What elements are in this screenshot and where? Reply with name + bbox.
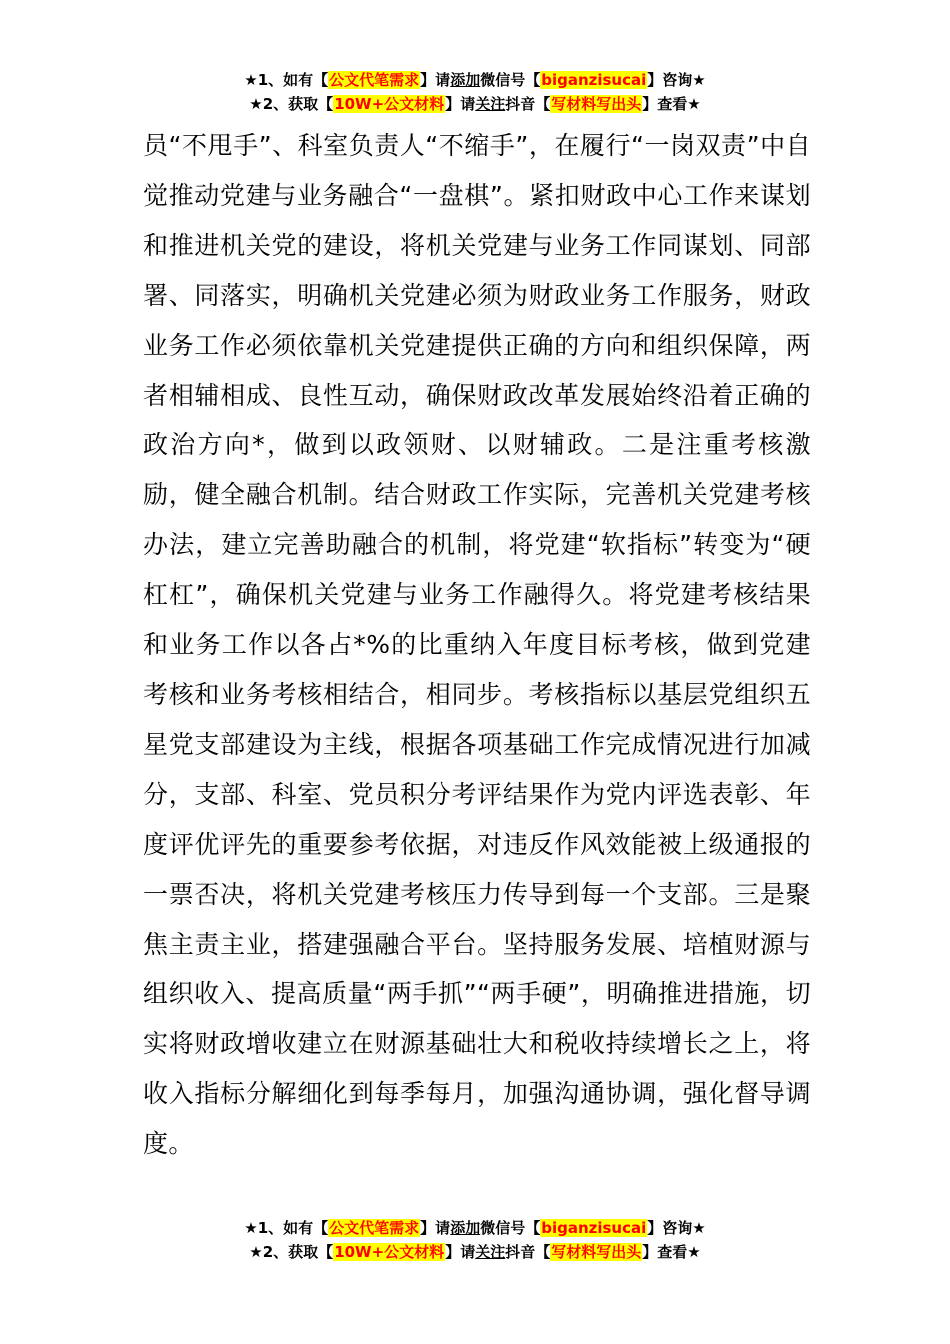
banner-line-2 xyxy=(0,1240,950,1264)
highlight-douyin-id: 写材料写出头 xyxy=(551,1243,642,1261)
banner-text: ★1、如有【 xyxy=(244,1219,329,1237)
highlight-service: 公文代笔需求 xyxy=(329,71,420,89)
emphasis-add: 添加 xyxy=(450,71,481,89)
emphasis-follow: 关注 xyxy=(475,95,506,113)
banner-text: ★2、获取【 xyxy=(249,95,334,113)
highlight-service: 公文代笔需求 xyxy=(329,1219,420,1237)
banner-text: ★1、如有【 xyxy=(244,71,329,89)
banner-line-1 xyxy=(0,68,950,92)
banner-text: 】请 xyxy=(445,1243,476,1261)
banner-text: 抖音【 xyxy=(505,1243,551,1261)
highlight-wechat-id: biganzisucai xyxy=(541,71,647,89)
banner-text: ★2、获取【 xyxy=(249,1243,334,1261)
banner-line-1 xyxy=(0,1216,950,1240)
header-banner xyxy=(0,68,950,116)
banner-text: 微信号【 xyxy=(480,1219,541,1237)
emphasis-add: 添加 xyxy=(450,1219,481,1237)
highlight-douyin-id: 写材料写出头 xyxy=(551,95,642,113)
banner-text: 】请 xyxy=(420,71,451,89)
banner-line-2 xyxy=(0,92,950,116)
highlight-materials: 10W+公文材料 xyxy=(334,1243,445,1261)
banner-text: 抖音【 xyxy=(505,95,551,113)
banner-text: 】查看★ xyxy=(642,95,701,113)
highlight-wechat-id: biganzisucai xyxy=(541,1219,647,1237)
banner-text: 】请 xyxy=(420,1219,451,1237)
banner-text: 微信号【 xyxy=(480,71,541,89)
document-body-paragraph: 员“不甩手”、科室负责人“不缩手”，在履行“一岗双责”中自觉推动党建与业务融合“一盘棋”。紧扣财政中心工作来谋划和推进机关党的建设，将机关党建与业务工作同谋划、同部署、同落实，明确机关党建必须为财政业务工作服务，财政业务工作必须依靠机关党建提供正确的方向和组织保障，两者相辅相成、良性互动，确保财政改革发展始终沿着正确的政治方向*，做到以政领财、以财辅政。二是注重考核激励，健全融合机制。结合财政工作实际，完善机关党建考核办法，建立完善助融合的机制，将党建“软指标”转变为“硬杠杠”，确保机关党建与业务工作融得久。将党建考核结果和业务工作以各占*%的比重纳入年度目标考核，做到党建考核和业务考核相结合，相同步。考核指标以基层党组织五星党支部建设为主线，根据各项基础工作完成情况进行加减分，支部、科室、党员积分考评结果作为党内评选表彰、年度评优评先的重要参考依据，对违反作风效能被上级通报的一票否决，将机关党建考核压力传导到每一个支部。三是聚焦主责主业，搭建强融合平台。坚持服务发展、培植财源与组织收入、提高质量“两手抓”“两手硬”，明确推进措施，切实将财政增收建立在财源基础壮大和税收持续增长之上，将收入指标分解细化到每季每月，加强沟通协调，强化督导调度。 xyxy=(143,131,811,1159)
banner-text: 】咨询★ xyxy=(647,71,706,89)
footer-banner xyxy=(0,1216,950,1264)
highlight-materials: 10W+公文材料 xyxy=(334,95,445,113)
emphasis-follow: 关注 xyxy=(475,1243,506,1261)
banner-text: 】请 xyxy=(445,95,476,113)
banner-text: 】查看★ xyxy=(642,1243,701,1261)
banner-text: 】咨询★ xyxy=(647,1219,706,1237)
